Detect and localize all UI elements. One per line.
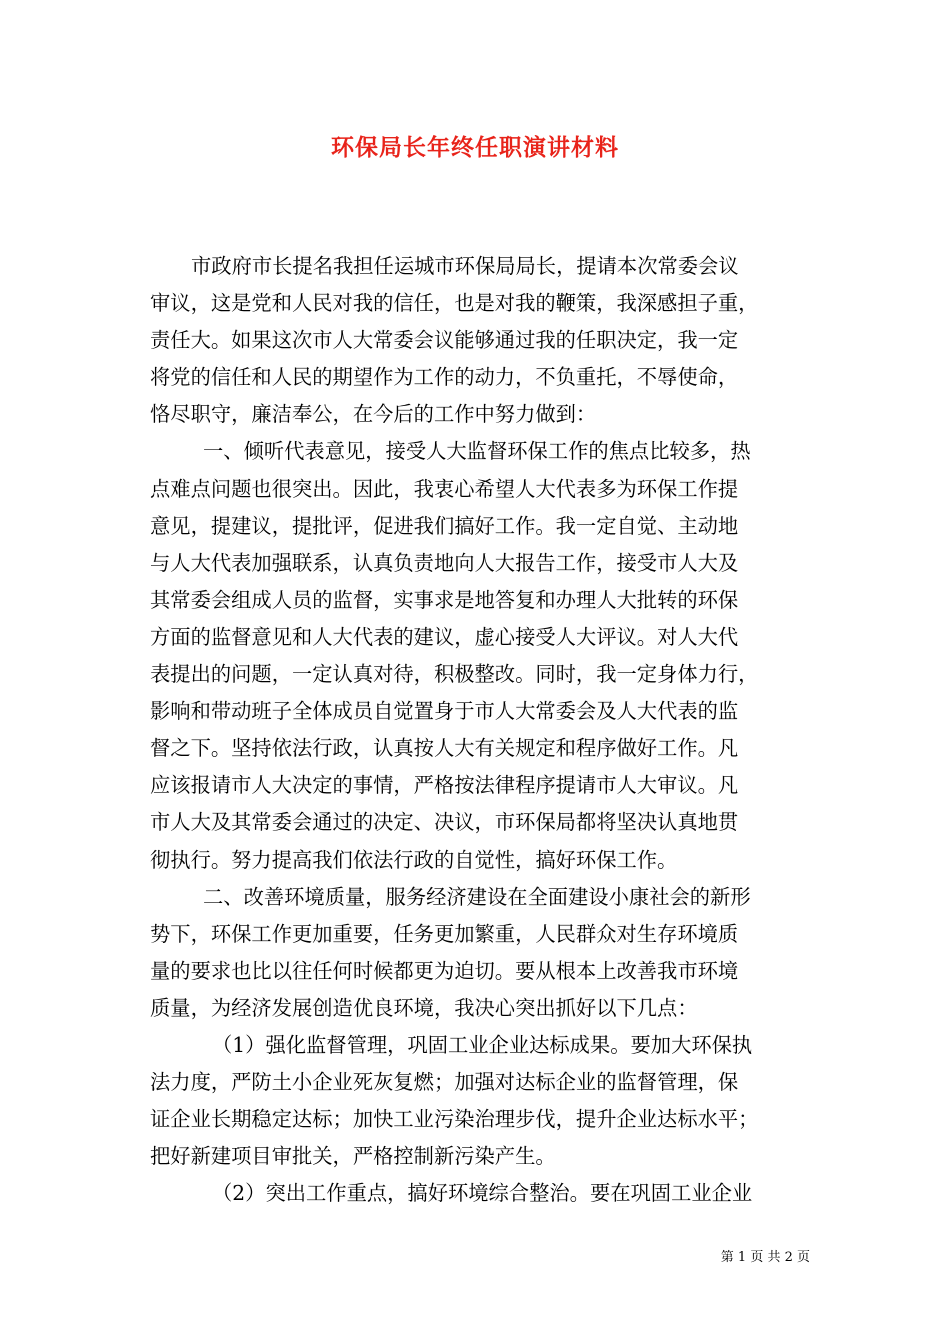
paragraph-line: 责任大。如果这次市人大常委会议能够通过我的任职决定，我一定 bbox=[150, 328, 739, 353]
paragraph-line: （2）突出工作重点，搞好环境综合整治。要在巩固工业企业 bbox=[212, 1181, 753, 1206]
paragraph-line: 市人大及其常委会通过的决定、决议，市环保局都将坚决认真地贯 bbox=[150, 810, 739, 835]
paragraph-line: 影响和带动班子全体成员自觉置身于市人大常委会及人大代表的监 bbox=[150, 699, 739, 724]
paragraph-line: 彻执行。努力提高我们依法行政的自觉性，搞好环保工作。 bbox=[150, 847, 678, 872]
document-title: 环保局长年终任职演讲材料 bbox=[331, 134, 619, 161]
paragraph-line: 督之下。坚持依法行政，认真按人大有关规定和程序做好工作。凡 bbox=[150, 736, 739, 761]
paragraph-line: 将党的信任和人民的期望作为工作的动力，不负重托，不辱使命， bbox=[150, 365, 739, 390]
paragraph-line: 证企业长期稳定达标；加快工业污染治理步伐，提升企业达标水平； bbox=[150, 1107, 759, 1132]
paragraph-line: 一、倾听代表意见，接受人大监督环保工作的焦点比较多，热 bbox=[203, 439, 751, 464]
paragraph-line: 点难点问题也很突出。因此，我衷心希望人大代表多为环保工作提 bbox=[150, 476, 739, 501]
paragraph-line: 把好新建项目审批关，严格控制新污染产生。 bbox=[150, 1144, 556, 1169]
paragraph-line: 势下，环保工作更加重要，任务更加繁重，人民群众对生存环境质 bbox=[150, 921, 739, 946]
paragraph-line: 其常委会组成人员的监督，实事求是地答复和办理人大批转的环保 bbox=[150, 587, 739, 612]
paragraph-line: 市政府市长提名我担任运城市环保局局长，提请本次常委会议 bbox=[191, 254, 739, 278]
paragraph-line: 二、改善环境质量，服务经济建设在全面建设小康社会的新形 bbox=[203, 884, 751, 909]
paragraph-line: 应该报请市人大决定的事情，严格按法律程序提请市人大审议。凡 bbox=[150, 773, 739, 798]
paragraph-line: 与人大代表加强联系，认真负责地向人大报告工作，接受市人大及 bbox=[150, 550, 739, 575]
paragraph-line: 方面的监督意见和人大代表的建议，虚心接受人大评议。对人大代 bbox=[150, 624, 739, 649]
paragraph-line: 审议，这是党和人民对我的信任，也是对我的鞭策，我深感担子重， bbox=[150, 291, 759, 316]
paragraph-line: 量的要求也比以往任何时候都更为迫切。要从根本上改善我市环境 bbox=[150, 958, 739, 983]
paragraph-line: 意见，提建议，提批评，促进我们搞好工作。我一定自觉、主动地 bbox=[150, 513, 739, 538]
document-body bbox=[150, 248, 810, 1212]
paragraph-line: （1）强化监督管理，巩固工业企业达标成果。要加大环保执 bbox=[212, 1032, 753, 1057]
paragraph-line: 法力度，严防土小企业死灰复燃；加强对达标企业的监督管理，保 bbox=[150, 1070, 739, 1095]
paragraph-line: 表提出的问题，一定认真对待，积极整改。同时，我一定身体力行， bbox=[150, 662, 759, 687]
paragraph-line: 恪尽职守，廉洁奉公，在今后的工作中努力做到： bbox=[150, 402, 597, 427]
page-number-footer: 第 1 页 共 2 页 bbox=[720, 1250, 810, 1265]
paragraph-line: 质量，为经济发展创造优良环境，我决心突出抓好以下几点： bbox=[150, 995, 698, 1020]
